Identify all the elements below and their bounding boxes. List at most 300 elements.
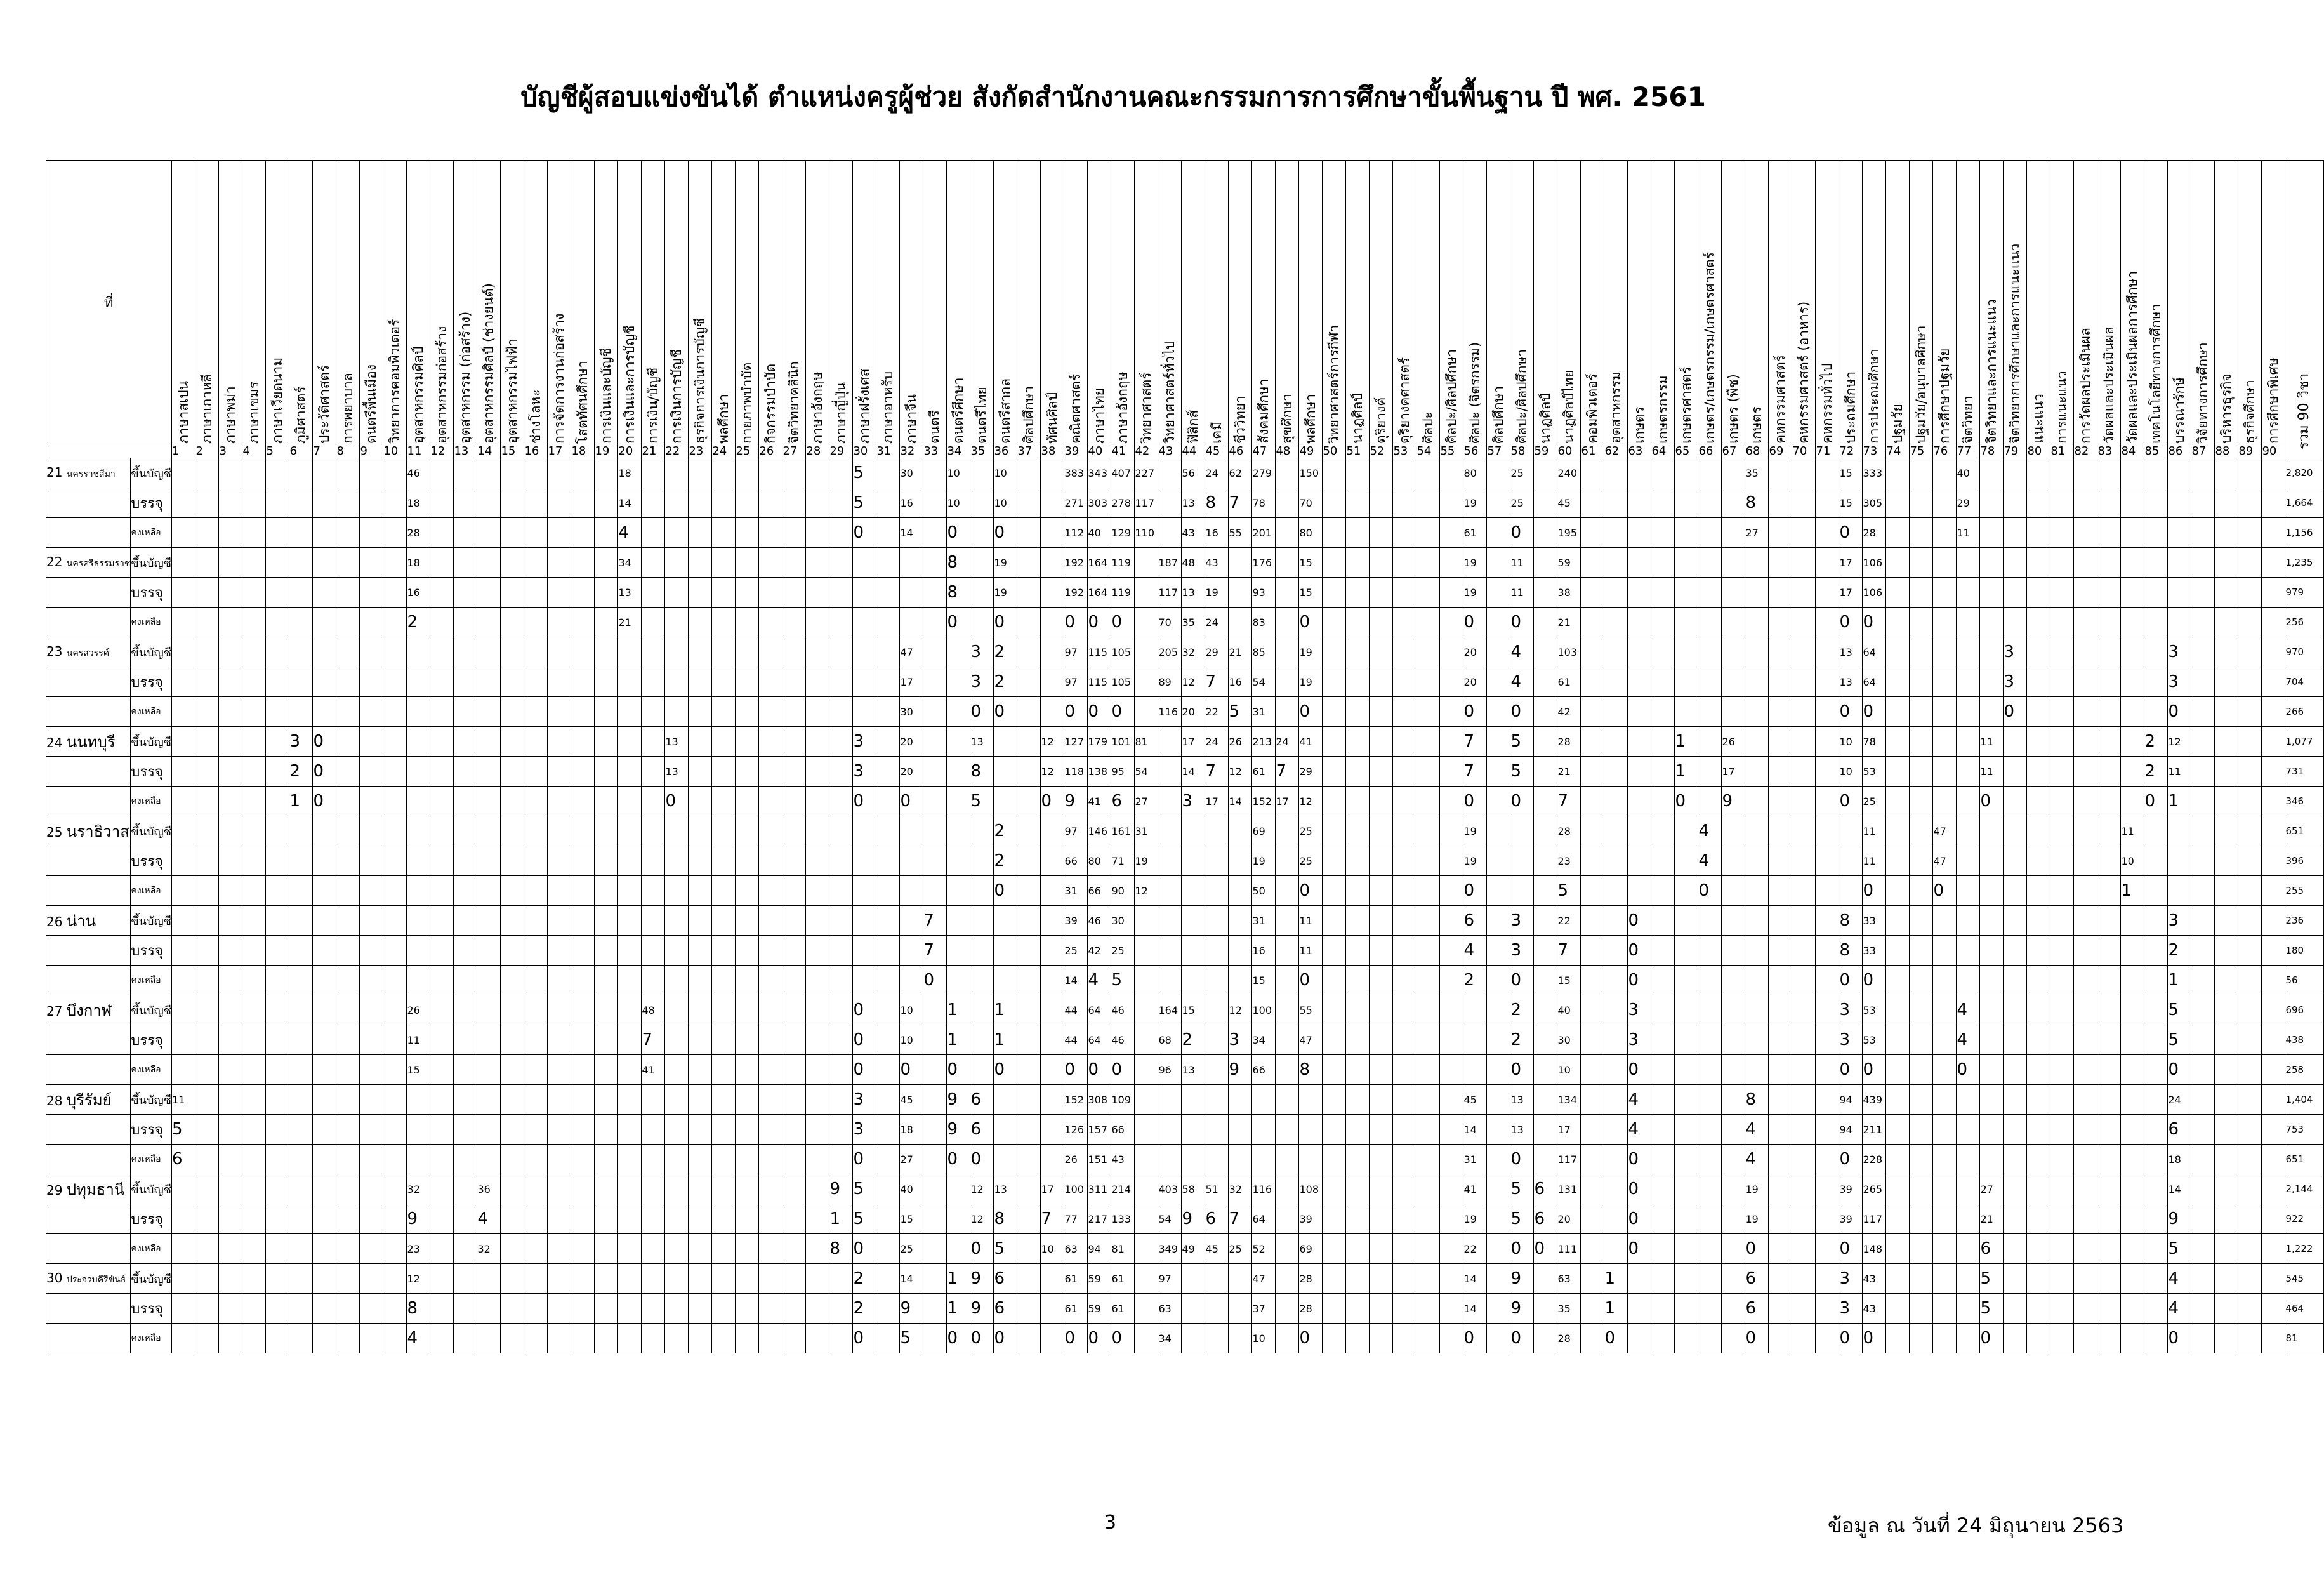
- row-type-label: คงเหลือ: [131, 608, 172, 637]
- table-cell: [1346, 906, 1370, 936]
- table-cell: [1135, 548, 1158, 578]
- subject-number: 22: [665, 444, 689, 458]
- table-cell: [501, 906, 524, 936]
- table-cell: [782, 458, 806, 488]
- table-cell: [1604, 608, 1628, 637]
- table-cell: 110: [1135, 518, 1158, 548]
- subject-header-52: [1370, 161, 1393, 444]
- table-cell: [1675, 1174, 1698, 1204]
- table-cell: [1487, 1294, 1510, 1324]
- table-cell: 0: [1863, 966, 1886, 995]
- table-row: [46, 816, 2324, 846]
- table-cell: 6: [1745, 1264, 1769, 1294]
- table-cell: [548, 1324, 571, 1353]
- table-cell: [1182, 1115, 1205, 1145]
- table-cell: [501, 1145, 524, 1174]
- table-cell: [2144, 608, 2168, 637]
- table-cell: 64: [1863, 637, 1886, 667]
- table-cell: [1393, 787, 1416, 816]
- table-cell: 0: [1510, 518, 1534, 548]
- table-cell: [2215, 816, 2238, 846]
- table-cell: 407: [1111, 458, 1135, 488]
- table-cell: [1933, 1204, 1957, 1234]
- table-cell: [2144, 1264, 2168, 1294]
- table-cell: [266, 667, 289, 697]
- table-cell: [1651, 608, 1675, 637]
- table-cell: [1745, 906, 1769, 936]
- table-cell: [618, 667, 642, 697]
- table-cell: [806, 578, 829, 608]
- table-cell: [642, 1115, 665, 1145]
- table-cell: [501, 787, 524, 816]
- table-cell: [2004, 1174, 2027, 1204]
- table-cell: [477, 1264, 501, 1294]
- table-cell: [1017, 1145, 1041, 1174]
- row-total: 180: [2285, 936, 2324, 966]
- subject-name: ชีววิทยา: [1232, 395, 1248, 444]
- table-cell: [1323, 816, 1346, 846]
- table-cell: [1745, 1025, 1769, 1055]
- subject-header-10: [383, 161, 407, 444]
- table-cell: 11: [2121, 816, 2144, 846]
- table-cell: [477, 1324, 501, 1353]
- table-cell: [665, 1145, 689, 1174]
- table-cell: 83: [1252, 608, 1276, 637]
- subject-header-43: [1158, 161, 1182, 444]
- table-cell: 0: [1064, 1324, 1088, 1353]
- table-cell: [876, 488, 900, 518]
- table-cell: [2144, 1055, 2168, 1085]
- table-cell: [1370, 936, 1393, 966]
- table-cell: [782, 578, 806, 608]
- table-cell: [266, 1115, 289, 1145]
- table-cell: [736, 1055, 759, 1085]
- table-cell: [242, 458, 266, 488]
- table-cell: [501, 1324, 524, 1353]
- table-cell: [1135, 1294, 1158, 1324]
- table-cell: 14: [900, 518, 923, 548]
- table-row: [46, 757, 2324, 787]
- table-cell: [1017, 1085, 1041, 1115]
- table-cell: 0: [1628, 1234, 1651, 1264]
- table-cell: [1886, 608, 1910, 637]
- table-cell: [1792, 608, 1816, 637]
- table-cell: [336, 757, 360, 787]
- table-cell: [642, 757, 665, 787]
- table-cell: [1487, 1174, 1510, 1204]
- table-cell: [1416, 816, 1440, 846]
- table-cell: [2238, 667, 2262, 697]
- table-cell: [900, 876, 923, 906]
- table-cell: [571, 667, 595, 697]
- table-cell: [829, 1055, 853, 1085]
- table-cell: [1722, 608, 1745, 637]
- subject-name: วัดผลและประเมินผลการศึกษา: [2125, 270, 2141, 444]
- table-cell: [1745, 816, 1769, 846]
- table-cell: [2191, 637, 2215, 667]
- table-cell: 11: [1980, 727, 2004, 757]
- table-cell: [1628, 637, 1651, 667]
- table-cell: 7: [1205, 757, 1229, 787]
- subject-header-5: [266, 161, 289, 444]
- table-cell: [1276, 667, 1299, 697]
- table-cell: [876, 1264, 900, 1294]
- table-cell: [2097, 816, 2121, 846]
- table-cell: [1323, 578, 1346, 608]
- subject-number: 30: [853, 444, 876, 458]
- table-cell: 13: [1839, 637, 1863, 667]
- subject-number: 51: [1346, 444, 1370, 458]
- table-cell: [195, 458, 219, 488]
- table-cell: [1792, 757, 1816, 787]
- table-cell: [1487, 995, 1510, 1025]
- table-cell: [1416, 787, 1440, 816]
- subject-number: 12: [430, 444, 454, 458]
- table-cell: [1205, 966, 1229, 995]
- table-cell: [2004, 1204, 2027, 1234]
- row-type-label: บรรจุ: [131, 936, 172, 966]
- table-cell: [336, 1085, 360, 1115]
- table-cell: [782, 1294, 806, 1324]
- table-cell: 17: [1557, 1115, 1581, 1145]
- table-cell: 2: [853, 1294, 876, 1324]
- table-cell: [1416, 936, 1440, 966]
- table-cell: [1534, 667, 1557, 697]
- table-cell: [2074, 876, 2097, 906]
- table-cell: [1816, 995, 1839, 1025]
- table-cell: 15: [1182, 995, 1205, 1025]
- table-cell: [1792, 1174, 1816, 1204]
- table-cell: [618, 1145, 642, 1174]
- table-cell: 0: [1299, 1324, 1323, 1353]
- table-cell: 0: [1839, 1055, 1863, 1085]
- table-cell: [876, 906, 900, 936]
- table-cell: [1229, 846, 1252, 876]
- subject-number: 13: [454, 444, 477, 458]
- table-cell: [829, 757, 853, 787]
- table-cell: 31: [1252, 697, 1276, 727]
- table-cell: 115: [1088, 637, 1111, 667]
- table-cell: [1346, 1055, 1370, 1085]
- table-cell: 2: [994, 667, 1017, 697]
- table-cell: 157: [1088, 1115, 1111, 1145]
- table-cell: 43: [1863, 1264, 1886, 1294]
- table-cell: [1370, 1234, 1393, 1264]
- subject-header-61: [1581, 161, 1604, 444]
- table-cell: 0: [1604, 1324, 1628, 1353]
- table-cell: 3: [1628, 1025, 1651, 1055]
- table-cell: [1041, 548, 1064, 578]
- table-cell: [1135, 995, 1158, 1025]
- row-type-label: ขึ้นบัญชี: [131, 727, 172, 757]
- table-cell: [1769, 548, 1792, 578]
- table-cell: [501, 1234, 524, 1264]
- table-cell: [171, 1025, 195, 1055]
- table-cell: [407, 906, 430, 936]
- table-cell: [1487, 787, 1510, 816]
- table-cell: [1698, 727, 1722, 757]
- table-cell: [195, 1204, 219, 1234]
- table-cell: [171, 667, 195, 697]
- table-cell: [1816, 578, 1839, 608]
- table-cell: [2004, 1055, 2027, 1085]
- table-cell: [923, 697, 947, 727]
- table-cell: 19: [1745, 1174, 1769, 1204]
- table-cell: [1792, 1145, 1816, 1174]
- table-cell: [1229, 1294, 1252, 1324]
- table-cell: 47: [1933, 816, 1957, 846]
- table-cell: [2191, 697, 2215, 727]
- table-cell: [1416, 608, 1440, 637]
- subject-header-9: [360, 161, 383, 444]
- table-cell: [1792, 458, 1816, 488]
- number-row-spacer: [46, 444, 172, 458]
- subject-number-row: [46, 444, 2324, 458]
- subject-header-38: [1041, 161, 1064, 444]
- table-cell: [2262, 458, 2285, 488]
- table-cell: [2097, 1234, 2121, 1264]
- table-cell: 7: [1205, 667, 1229, 697]
- table-cell: 6: [970, 1115, 994, 1145]
- table-cell: 10: [2121, 846, 2144, 876]
- subject-header-row: [46, 161, 2324, 444]
- table-cell: [1910, 1324, 1933, 1353]
- table-cell: 11: [1510, 578, 1534, 608]
- table-cell: 41: [1299, 727, 1323, 757]
- table-cell: [1581, 876, 1604, 906]
- table-cell: [1205, 1055, 1229, 1085]
- table-cell: [2238, 936, 2262, 966]
- table-cell: [1792, 697, 1816, 727]
- table-cell: [383, 757, 407, 787]
- total-header: [2285, 161, 2324, 458]
- subject-number: 27: [782, 444, 806, 458]
- table-cell: [2074, 846, 2097, 876]
- table-cell: [1675, 608, 1698, 637]
- table-cell: [2144, 697, 2168, 727]
- table-cell: 14: [1463, 1264, 1487, 1294]
- subject-number: 59: [1534, 444, 1557, 458]
- table-cell: [1276, 936, 1299, 966]
- subject-number: 87: [2191, 444, 2215, 458]
- table-cell: [242, 608, 266, 637]
- table-cell: [242, 906, 266, 936]
- table-cell: [806, 727, 829, 757]
- table-cell: [1346, 1115, 1370, 1145]
- table-cell: 0: [2168, 1055, 2191, 1085]
- table-cell: [242, 727, 266, 757]
- subject-name: เกษตรศาสตร์: [1679, 366, 1694, 444]
- table-cell: [407, 727, 430, 757]
- table-cell: [829, 816, 853, 846]
- table-cell: 35: [1182, 608, 1205, 637]
- table-cell: 3: [2004, 667, 2027, 697]
- table-cell: [970, 458, 994, 488]
- table-cell: [712, 667, 736, 697]
- table-cell: [2262, 816, 2285, 846]
- table-cell: [876, 936, 900, 966]
- table-cell: [2004, 548, 2027, 578]
- table-row: [46, 787, 2324, 816]
- table-cell: [1769, 667, 1792, 697]
- table-cell: [782, 548, 806, 578]
- table-cell: 53: [1863, 1025, 1886, 1055]
- table-cell: 28: [1557, 1324, 1581, 1353]
- subject-header-3: [219, 161, 242, 444]
- table-cell: [1041, 995, 1064, 1025]
- table-cell: [665, 1324, 689, 1353]
- table-cell: [1041, 846, 1064, 876]
- table-cell: [829, 846, 853, 876]
- table-cell: 31: [1064, 876, 1088, 906]
- row-total: 464: [2285, 1294, 2324, 1324]
- table-cell: [1017, 995, 1041, 1025]
- subject-number: 89: [2238, 444, 2262, 458]
- subject-header-15: [501, 161, 524, 444]
- table-cell: [1017, 846, 1041, 876]
- table-cell: [806, 995, 829, 1025]
- table-cell: 1: [994, 995, 1017, 1025]
- table-cell: [1792, 727, 1816, 757]
- table-cell: [2262, 1264, 2285, 1294]
- table-cell: [1534, 1324, 1557, 1353]
- table-cell: [430, 1204, 454, 1234]
- table-cell: [2074, 995, 2097, 1025]
- table-cell: [689, 1294, 712, 1324]
- table-cell: [1440, 727, 1463, 757]
- table-cell: [524, 667, 548, 697]
- table-cell: [1416, 488, 1440, 518]
- table-cell: [2074, 906, 2097, 936]
- table-cell: [759, 1174, 782, 1204]
- table-cell: [360, 518, 383, 548]
- table-cell: [1722, 1174, 1745, 1204]
- table-cell: [2144, 488, 2168, 518]
- table-cell: [1910, 757, 1933, 787]
- table-cell: [501, 1115, 524, 1145]
- table-cell: [1205, 906, 1229, 936]
- table-cell: [1205, 846, 1229, 876]
- table-cell: [1675, 667, 1698, 697]
- row-total: 258: [2285, 1055, 2324, 1085]
- table-cell: [1017, 966, 1041, 995]
- table-cell: [1276, 1055, 1299, 1085]
- table-cell: [829, 488, 853, 518]
- table-cell: [501, 458, 524, 488]
- subject-number: 63: [1628, 444, 1651, 458]
- table-cell: [242, 876, 266, 906]
- table-cell: [1792, 637, 1816, 667]
- subject-number: 52: [1370, 444, 1393, 458]
- table-cell: [2262, 1324, 2285, 1353]
- table-cell: [2238, 518, 2262, 548]
- table-cell: [336, 966, 360, 995]
- table-cell: [289, 578, 313, 608]
- table-cell: [689, 1055, 712, 1085]
- table-cell: [1816, 637, 1839, 667]
- table-cell: [289, 637, 313, 667]
- table-cell: [454, 1055, 477, 1085]
- table-cell: [1510, 816, 1534, 846]
- table-cell: [876, 1055, 900, 1085]
- table-cell: [782, 637, 806, 667]
- table-cell: 0: [1745, 1324, 1769, 1353]
- table-cell: 66: [1111, 1115, 1135, 1145]
- table-cell: [1581, 1204, 1604, 1234]
- table-cell: [595, 608, 618, 637]
- row-type-label: บรรจุ: [131, 578, 172, 608]
- table-cell: [430, 936, 454, 966]
- table-cell: [665, 548, 689, 578]
- table-cell: [289, 1145, 313, 1174]
- table-cell: 4: [1698, 816, 1722, 846]
- table-cell: 265: [1863, 1174, 1886, 1204]
- table-cell: 3: [853, 757, 876, 787]
- table-cell: 63: [1064, 1234, 1088, 1264]
- table-cell: [994, 966, 1017, 995]
- table-cell: 46: [1111, 995, 1135, 1025]
- subject-header-68: [1745, 161, 1769, 444]
- table-cell: [1041, 1145, 1064, 1174]
- table-cell: [2238, 1204, 2262, 1234]
- table-cell: 13: [1510, 1085, 1534, 1115]
- table-cell: [736, 578, 759, 608]
- table-cell: [313, 1025, 336, 1055]
- table-cell: [1276, 697, 1299, 727]
- table-cell: 3: [2168, 906, 2191, 936]
- table-cell: [1346, 995, 1370, 1025]
- table-cell: [242, 1115, 266, 1145]
- subject-name: การพยาบาล: [340, 373, 356, 444]
- table-cell: [1370, 1055, 1393, 1085]
- table-cell: [430, 1085, 454, 1115]
- table-cell: [712, 876, 736, 906]
- table-cell: [923, 1025, 947, 1055]
- table-cell: [407, 667, 430, 697]
- table-cell: [1276, 1294, 1299, 1324]
- table-cell: [994, 906, 1017, 936]
- table-cell: [1041, 488, 1064, 518]
- table-cell: [1604, 876, 1628, 906]
- table-cell: 192: [1064, 548, 1088, 578]
- table-cell: [2027, 488, 2050, 518]
- subject-name: สุขศึกษา: [1279, 394, 1295, 444]
- table-cell: 6: [970, 1085, 994, 1115]
- table-cell: [1323, 608, 1346, 637]
- table-cell: 0: [853, 1324, 876, 1353]
- table-cell: 0: [1628, 936, 1651, 966]
- table-cell: [1957, 846, 1980, 876]
- table-cell: 14: [1463, 1294, 1487, 1324]
- row-total: 696: [2285, 995, 2324, 1025]
- row-total: 704: [2285, 667, 2324, 697]
- table-cell: 0: [1111, 1055, 1135, 1085]
- table-cell: 12: [1229, 757, 1252, 787]
- table-cell: [1628, 518, 1651, 548]
- table-cell: [383, 667, 407, 697]
- table-cell: [2050, 548, 2074, 578]
- table-cell: [689, 1174, 712, 1204]
- table-cell: 0: [853, 787, 876, 816]
- table-cell: [1745, 697, 1769, 727]
- table-cell: [2238, 637, 2262, 667]
- table-cell: [2074, 1145, 2097, 1174]
- table-cell: [195, 488, 219, 518]
- table-cell: [1135, 697, 1158, 727]
- table-cell: [195, 518, 219, 548]
- table-cell: 5: [1510, 727, 1534, 757]
- table-cell: [947, 906, 970, 936]
